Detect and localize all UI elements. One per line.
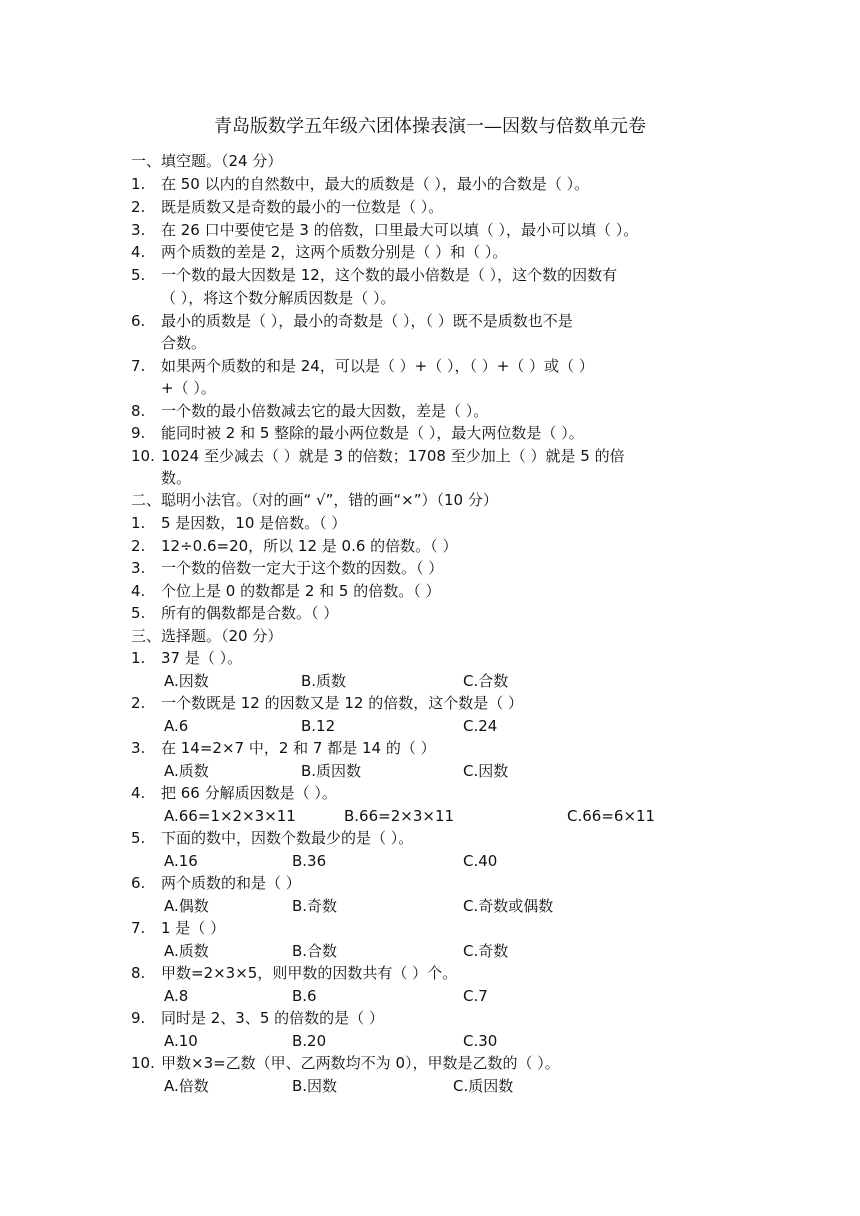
s3-q4-option-a: A.66=1×2×3×11: [164, 807, 296, 825]
s3-q9-text: 同时是 2、3、5 的倍数的是（ ）: [161, 1009, 384, 1027]
s1-q6-number: 6.: [131, 312, 146, 330]
s3-q6-text: 两个质数的和是（ ）: [161, 874, 301, 892]
s2-q4-number: 4.: [131, 582, 146, 600]
s1-q3-text: 在 26 口中要使它是 3 的倍数，口里最大可以填（ ），最小可以填（ ）。: [161, 221, 639, 239]
s1-q10-continuation: 数。: [161, 469, 192, 487]
s3-q3-option-a: A.质数: [164, 762, 209, 780]
s3-q10-option-a: A.倍数: [164, 1077, 209, 1095]
s3-q1-option-c: C.合数: [463, 672, 509, 690]
section3-heading: 三、选择题。（20 分）: [131, 627, 283, 645]
s1-q6-text: 最小的质数是（ ），最小的奇数是（ ），（ ）既不是质数也不是: [161, 312, 573, 330]
s3-q7-option-b: B.合数: [292, 942, 338, 960]
s3-q9-option-a: A.10: [164, 1032, 198, 1050]
s1-q9-text: 能同时被 2 和 5 整除的最小两位数是（ ），最大两位数是（ ）。: [161, 424, 584, 442]
s1-q7-continuation: +（ ）。: [161, 379, 216, 397]
s2-q2-text: 12÷0.6=20，所以 12 是 0.6 的倍数。（ ）: [161, 537, 458, 555]
s1-q7-number: 7.: [131, 357, 146, 375]
s1-q3-number: 3.: [131, 221, 146, 239]
s3-q1-text: 37 是（ ）。: [161, 649, 243, 667]
s3-q4-text: 把 66 分解质因数是（ ）。: [161, 784, 337, 802]
s3-q6-option-c: C.奇数或偶数: [463, 897, 554, 915]
s3-q1-option-b: B.质数: [301, 672, 347, 690]
s2-q5-text: 所有的偶数都是合数。（ ）: [161, 604, 339, 622]
s3-q4-number: 4.: [131, 784, 146, 802]
s3-q9-number: 9.: [131, 1009, 146, 1027]
s2-q1-text: 5 是因数，10 是倍数。（ ）: [161, 514, 347, 532]
s1-q10-number: 10.: [131, 447, 155, 465]
s3-q7-option-a: A.质数: [164, 942, 209, 960]
s3-q7-number: 7.: [131, 919, 146, 937]
s3-q7-text: 1 是（ ）: [161, 919, 226, 937]
s3-q3-number: 3.: [131, 739, 146, 757]
s3-q2-option-a: A.6: [164, 717, 189, 735]
s3-q8-text: 甲数=2×3×5，则甲数的因数共有（ ）个。: [161, 964, 458, 982]
s1-q8-number: 8.: [131, 402, 146, 420]
s3-q6-number: 6.: [131, 874, 146, 892]
s2-q2-number: 2.: [131, 537, 146, 555]
s3-q8-number: 8.: [131, 964, 146, 982]
s3-q10-number: 10.: [131, 1054, 155, 1072]
s1-q9-number: 9.: [131, 424, 146, 442]
s3-q5-text: 下面的数中，因数个数最少的是（ ）。: [161, 829, 414, 847]
s2-q5-number: 5.: [131, 604, 146, 622]
s3-q3-option-c: C.因数: [463, 762, 509, 780]
s3-q2-option-c: C.24: [463, 717, 498, 735]
s1-q10-text: 1024 至少减去（ ）就是 3 的倍数；1708 至少加上（ ）就是 5 的倍: [161, 447, 625, 465]
s3-q9-option-b: B.20: [292, 1032, 327, 1050]
s3-q10-option-c: C.质因数: [453, 1077, 514, 1095]
section1-heading: 一、填空题。（24 分）: [131, 152, 283, 170]
s1-q7-text: 如果两个质数的和是 24，可以是（ ）+（ ），（ ）+（ ）或（ ）: [161, 357, 594, 375]
s1-q6-continuation: 合数。: [161, 334, 207, 352]
s1-q1-text: 在 50 以内的自然数中，最大的质数是（ ），最小的合数是（ ）。: [161, 175, 590, 193]
s3-q5-number: 5.: [131, 829, 146, 847]
section2-heading: 二、聪明小法官。（对的画“ √”，错的画“×”）（10 分）: [131, 491, 498, 509]
s3-q2-option-b: B.12: [301, 717, 336, 735]
s3-q8-option-b: B.6: [292, 987, 317, 1005]
s3-q9-option-c: C.30: [463, 1032, 498, 1050]
s1-q1-number: 1.: [131, 175, 146, 193]
s1-q4-text: 两个质数的差是 2，这两个质数分别是（ ）和（ ）。: [161, 243, 508, 261]
s3-q6-option-a: A.偶数: [164, 897, 209, 915]
s2-q3-number: 3.: [131, 559, 146, 577]
s1-q2-number: 2.: [131, 198, 146, 216]
s1-q4-number: 4.: [131, 243, 146, 261]
s3-q1-number: 1.: [131, 649, 146, 667]
s3-q4-option-c: C.66=6×11: [567, 807, 656, 825]
s3-q3-option-b: B.质因数: [301, 762, 362, 780]
s3-q5-option-b: B.36: [292, 852, 327, 870]
s3-q10-text: 甲数×3=乙数（甲、乙两数均不为 0），甲数是乙数的（ ）。: [161, 1054, 560, 1072]
s3-q2-text: 一个数既是 12 的因数又是 12 的倍数，这个数是（ ）: [161, 694, 524, 712]
s2-q3-text: 一个数的倍数一定大于这个数的因数。（ ）: [161, 559, 444, 577]
s1-q5-number: 5.: [131, 266, 146, 284]
s3-q10-option-b: B.因数: [292, 1077, 338, 1095]
s3-q6-option-b: B.奇数: [292, 897, 338, 915]
s3-q1-option-a: A.因数: [164, 672, 209, 690]
s3-q5-option-a: A.16: [164, 852, 198, 870]
s3-q5-option-c: C.40: [463, 852, 498, 870]
s1-q8-text: 一个数的最小倍数减去它的最大因数，差是（ ）。: [161, 402, 489, 420]
s3-q8-option-c: C.7: [463, 987, 488, 1005]
page-title: 青岛版数学五年级六团体操表演一—因数与倍数单元卷: [214, 116, 646, 137]
s3-q8-option-a: A.8: [164, 987, 189, 1005]
s1-q5-continuation: （ ），将这个数分解质因数是（ ）。: [161, 289, 396, 307]
s2-q1-number: 1.: [131, 514, 146, 532]
s3-q3-text: 在 14=2×7 中，2 和 7 都是 14 的（ ）: [161, 739, 436, 757]
s1-q5-text: 一个数的最大因数是 12，这个数的最小倍数是（ ），这个数的因数有: [161, 266, 618, 284]
s3-q2-number: 2.: [131, 694, 146, 712]
s1-q2-text: 既是质数又是奇数的最小的一位数是（ ）。: [161, 198, 444, 216]
s3-q7-option-c: C.奇数: [463, 942, 509, 960]
s3-q4-option-b: B.66=2×3×11: [344, 807, 455, 825]
s2-q4-text: 个位上是 0 的数都是 2 和 5 的倍数。（ ）: [161, 582, 441, 600]
